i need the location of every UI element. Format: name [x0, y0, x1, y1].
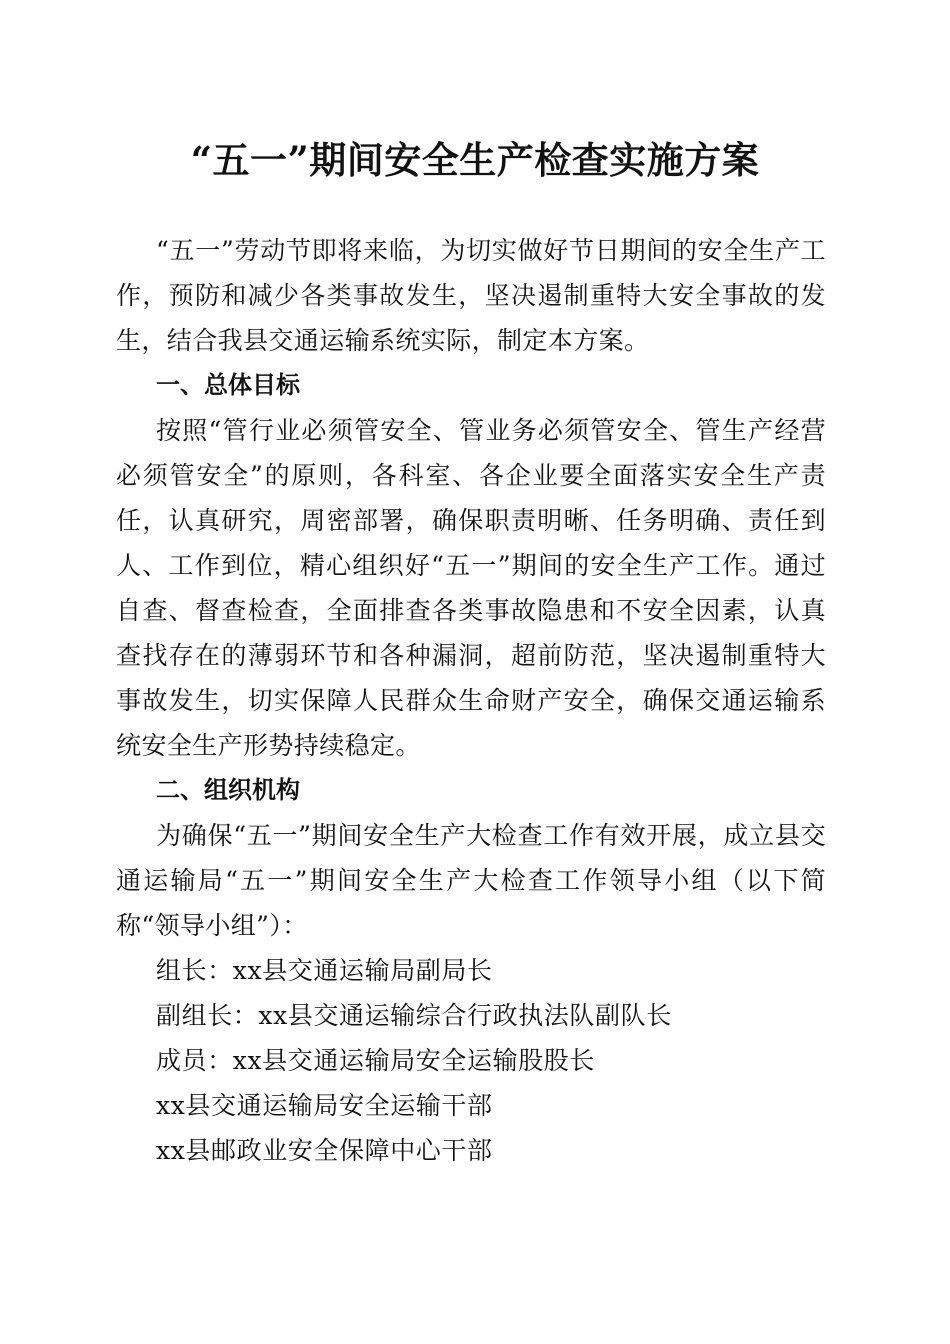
intro-paragraph: “五一”劳动节即将来临，为切实做好节日期间的安全生产工作，预防和减少各类事故发生，坚决遏制重特大安全事故的发生，结合我县交通运输系统实际，制定本方案。: [116, 236, 826, 355]
member-line-leader: 组长：xx县交通运输局副局长: [156, 956, 493, 985]
section-heading-organization: 二、组织机构: [156, 776, 300, 804]
member-line-transport-staff: xx县交通运输局安全运输干部: [156, 1091, 493, 1120]
document-title: “五一”期间安全生产检查实施方案: [190, 138, 760, 182]
member-line-postal-staff: xx县邮政业安全保障中心干部: [156, 1136, 493, 1165]
overall-goal-paragraph: 按照“管行业必须管安全、管业务必须管安全、管生产经营必须管安全”的原则，各科室、各企业要全面落实安全生产责任，认真研究，周密部署，确保职责明晰、任务明确、责任到人、工作到位，精心组织好“五一”期间的安全生产工作。通过自查、督查检查，全面排查各类事故隐患和不安全因素，认真查找存在的薄弱环节和各种漏洞，超前防范，坚决遏制重特大事故发生，切实保障人民群众生命财产安全，确保交通运输系统安全生产形势持续稳定。: [116, 416, 826, 760]
member-line-deputy-leader: 副组长：xx县交通运输综合行政执法队副队长: [156, 1001, 672, 1030]
section-heading-overall-goal: 一、总体目标: [156, 371, 300, 399]
organization-paragraph: 为确保“五一”期间安全生产大检查工作有效开展，成立县交通运输局“五一”期间安全生产大检查工作领导小组（以下简称“领导小组”）：: [116, 821, 826, 940]
document-body: [116, 228, 826, 1173]
member-line-members: 成员：xx县交通运输局安全运输股股长: [156, 1046, 595, 1075]
